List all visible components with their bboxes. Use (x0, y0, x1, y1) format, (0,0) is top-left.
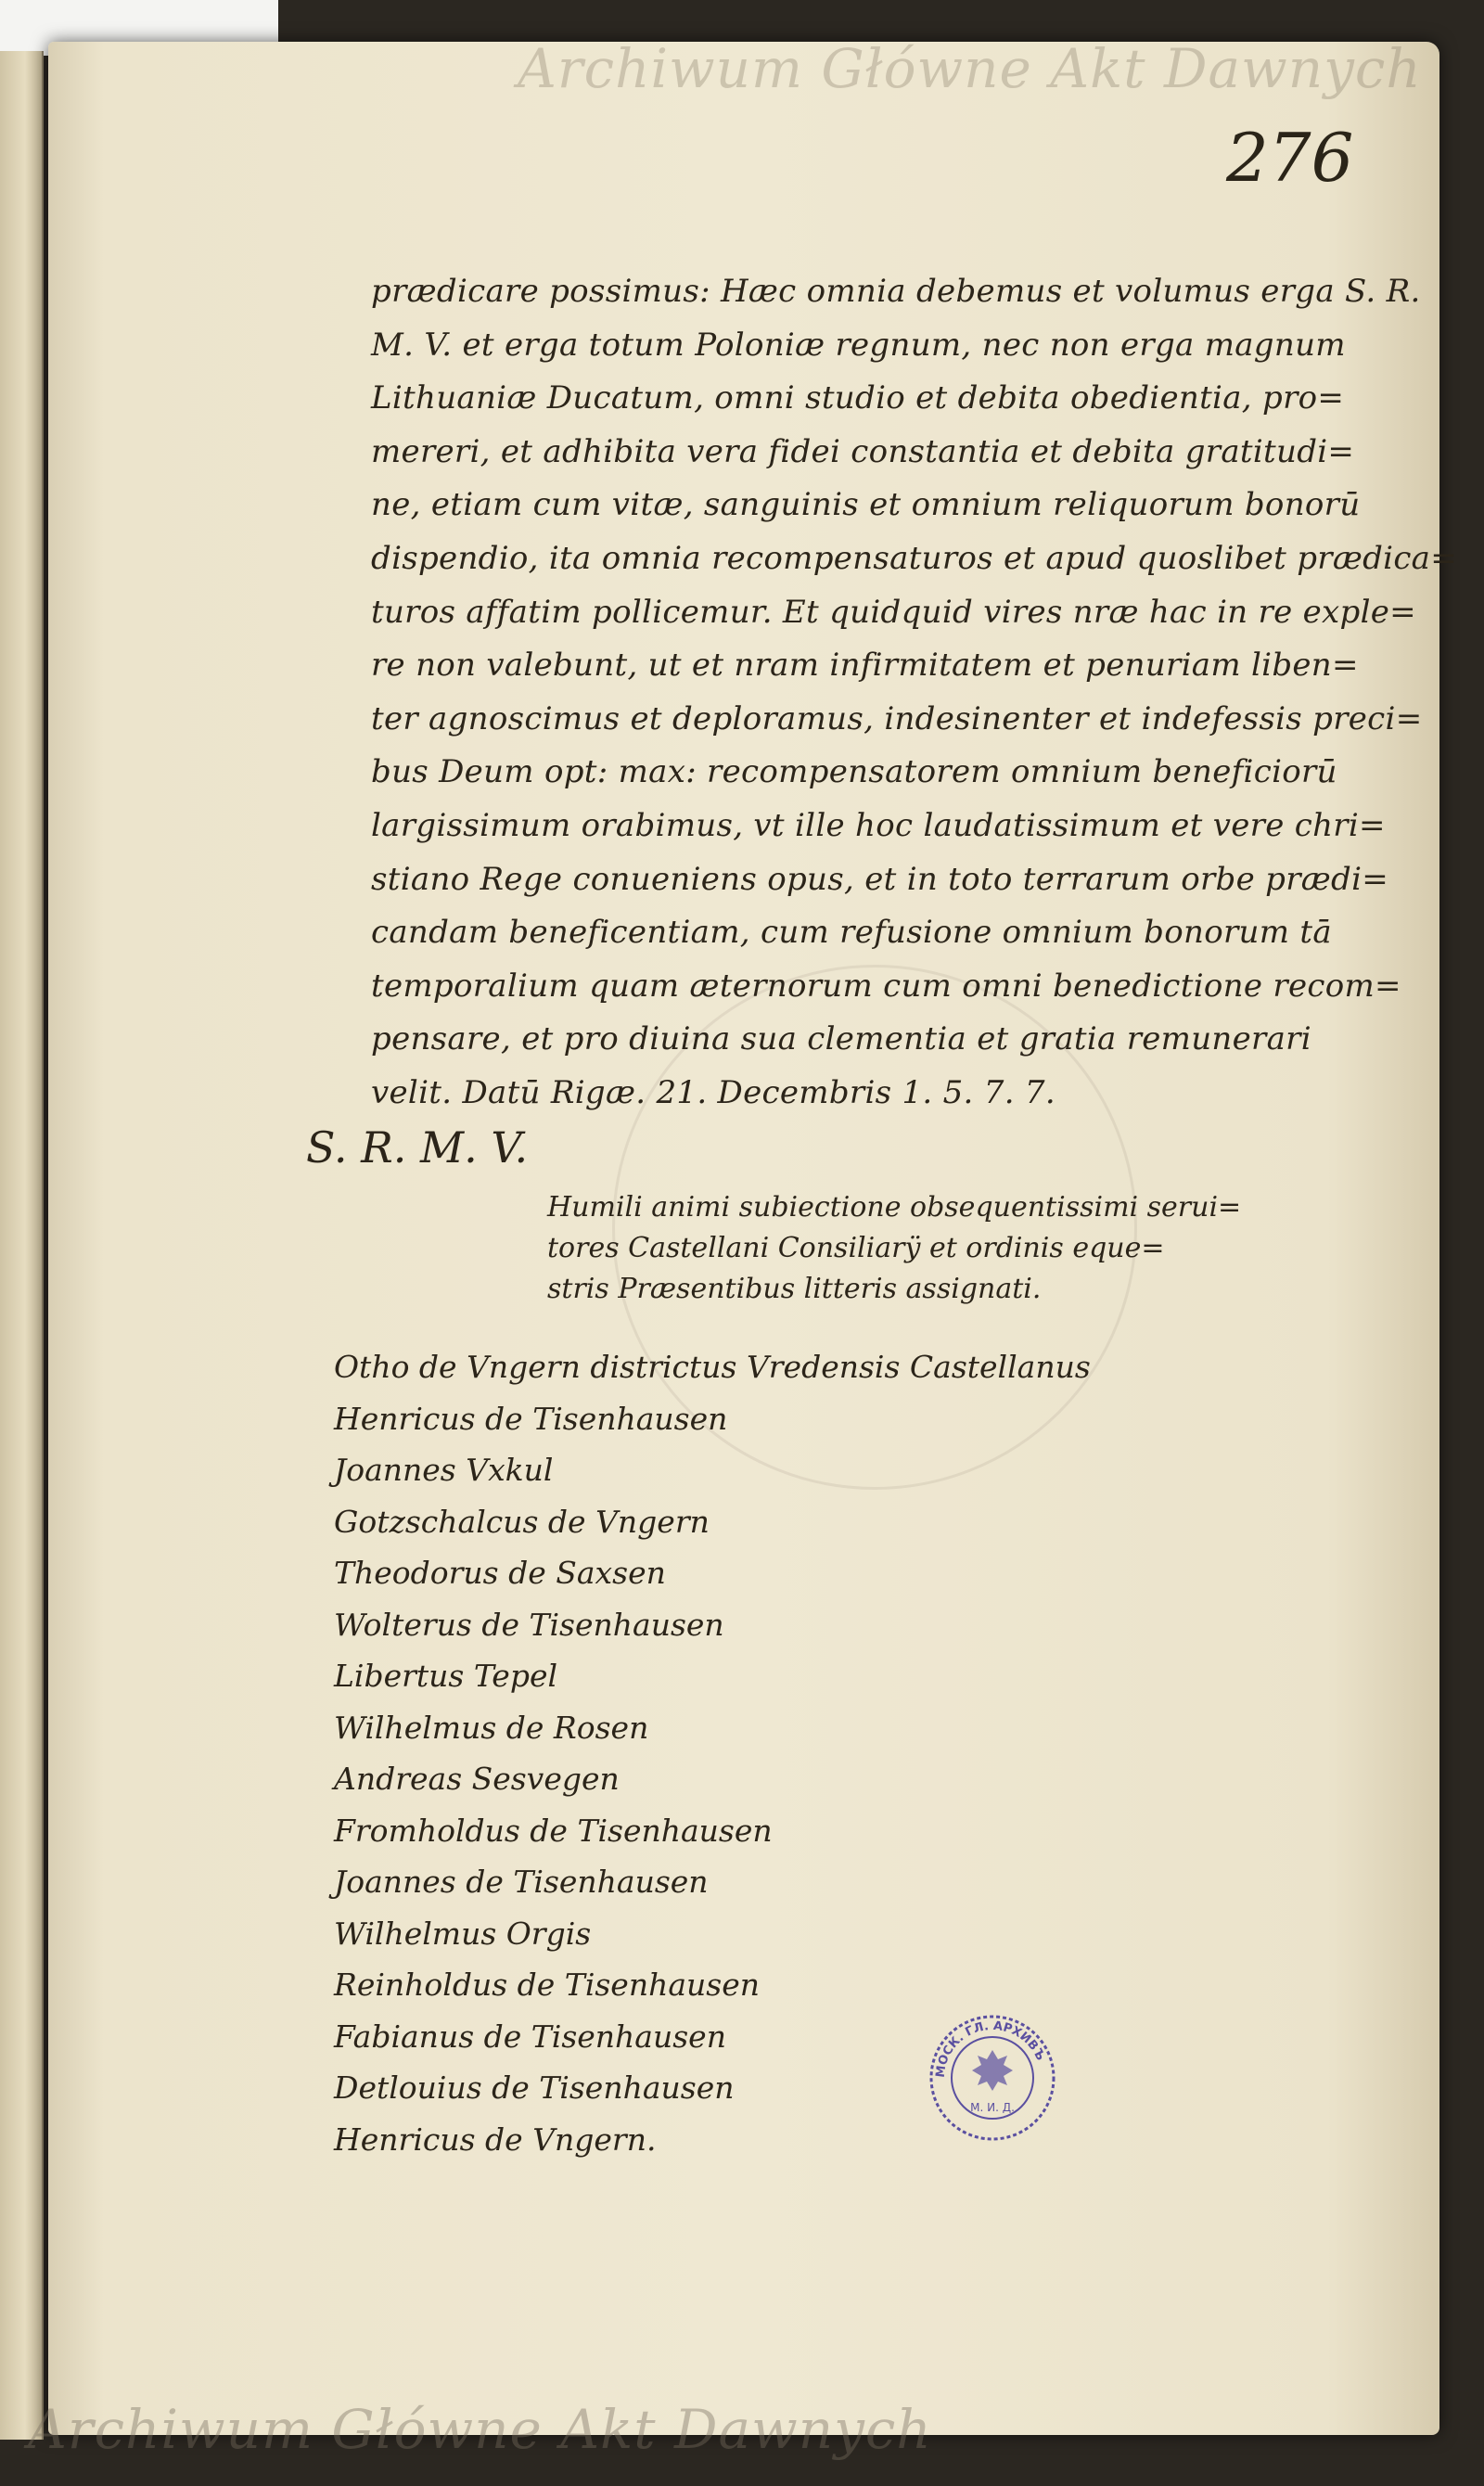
body-line: dispendio, ita omnia recompensaturos et apud quoslibet prædica= (371, 539, 1458, 577)
signatory: Henricus de Vngern. (334, 2121, 657, 2158)
body-line: temporalium quam æternorum cum omni benedictione recom= (371, 967, 1401, 1005)
signatory: Andreas Sesvegen (334, 1761, 620, 1797)
subscription-line: tores Castellani Consiliarÿ et ordinis eque= (547, 1232, 1165, 1264)
folio-number: 276 (1226, 119, 1354, 197)
body-line: stiano Rege conueniens opus, et in toto terrarum orbe prædi= (371, 860, 1389, 898)
archive-watermark-top: Archiwum Główne Akt Dawnych (518, 37, 1422, 100)
body-line: re non valebunt, ut et nram infirmitatem et penuriam liben= (371, 647, 1359, 685)
body-line: M. V. et erga totum Poloniæ regnum, nec non erga magnum (371, 326, 1346, 364)
signatory: Joannes Vxkul (334, 1452, 554, 1488)
body-line: largissimum orabimus, vt ille hoc laudatissimum et vere chri= (371, 806, 1386, 844)
subscription-line: stris Præsentibus litteris assignati. (547, 1273, 1042, 1305)
body-line: prædicare possimus: Hæc omnia debemus et volumus erga S. R. (371, 273, 1421, 310)
facing-page-edge (0, 51, 44, 2440)
body-line: velit. Datū Rigæ. 21. Decembris 1. 5. 7. 7. (371, 1073, 1055, 1111)
subscription-line: Humili animi subiectione obsequentissimi serui= (547, 1191, 1242, 1224)
subscription-formula (547, 1187, 1308, 1310)
signatory: Joannes de Tisenhausen (334, 1864, 709, 1900)
body-line: Lithuaniæ Ducatum, omni studio et debita obedientia, pro= (371, 379, 1345, 417)
body-line: pensare, et pro diuina sua clementia et gratia remunerari (371, 1020, 1311, 1058)
archive-watermark-bottom: Archiwum Główne Akt Dawnych (28, 2398, 932, 2461)
signatory: Fromholdus de Tisenhausen (334, 1812, 773, 1849)
signatory: Gotzschalcus de Vngern (334, 1503, 710, 1540)
signatory: Wilhelmus de Rosen (334, 1709, 649, 1746)
signatory: Otho de Vngern districtus Vredensis Castellanus (334, 1349, 1091, 1385)
letter-body (371, 265, 1458, 1121)
body-line: ter agnoscimus et deploramus, indesinenter et indefessis preci= (371, 699, 1423, 737)
signatory: Theodorus de Saxsen (334, 1555, 666, 1591)
body-line: ne, etiam cum vitæ, sanguinis et omnium reliquorum bonorū (371, 486, 1361, 524)
signatory: Wilhelmus Orgis (334, 1915, 592, 1952)
stamp-ring-text: МОСК. ГЛ. АРХИВЪ (933, 2018, 1048, 2079)
signatory: Fabianus de Tisenhausen (334, 2018, 726, 2055)
signatory: Reinholdus de Tisenhausen (334, 1967, 760, 2003)
body-line: turos affatim pollicemur. Et quidquid vires nræ hac in re exple= (371, 593, 1416, 631)
signatory: Henricus de Tisenhausen (334, 1400, 728, 1437)
body-line: mereri, et adhibita vera fidei constantia et debita gratitudi= (371, 432, 1355, 470)
body-line: candam beneficentiam, cum refusione omnium bonorum tā (371, 914, 1332, 952)
body-line: bus Deum opt: max: recompensatorem omnium beneficiorū (371, 753, 1337, 791)
salutation: S. R. M. V. (306, 1122, 529, 1173)
signatory: Libertus Tepel (334, 1658, 558, 1694)
signatory: Wolterus de Tisenhausen (334, 1606, 724, 1643)
stamp-center-text: М. И. Д. (970, 2101, 1015, 2114)
signatory: Detlouius de Tisenhausen (334, 2070, 735, 2106)
archive-stamp-icon (928, 2013, 1057, 2143)
